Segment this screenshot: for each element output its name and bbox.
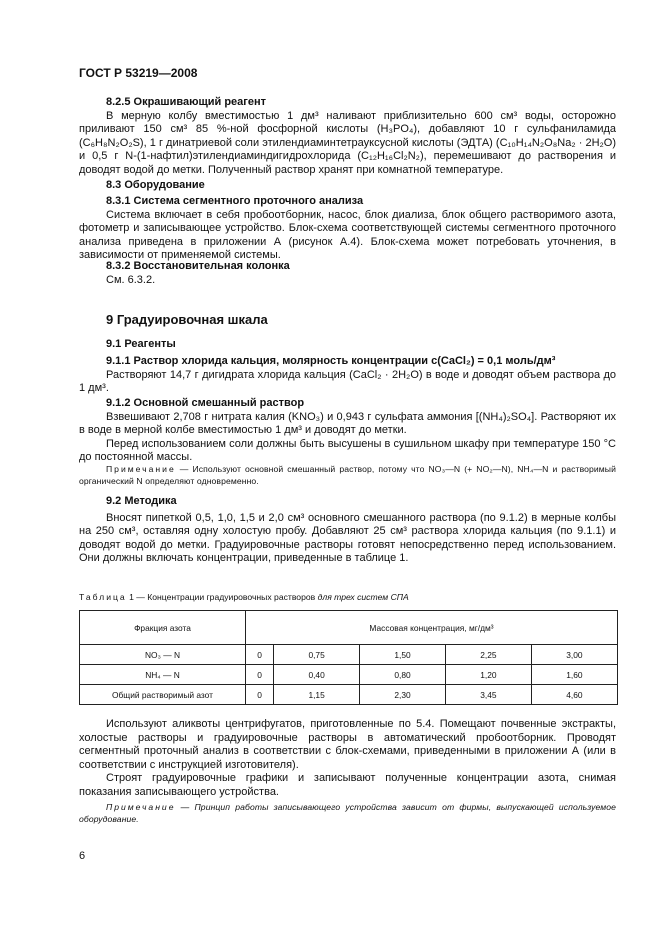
- section-title: 9.1.1 Раствор хлорида кальция, молярность концентрации c(CaCl₂) = 0,1 моль/дм³: [106, 355, 556, 367]
- table-row: NO₃ — N 0 0,75 1,50 2,25 3,00: [80, 645, 618, 665]
- page-number: 6: [79, 850, 86, 862]
- section-title: 9.2 Методика: [106, 495, 177, 507]
- note-2: [79, 801, 616, 825]
- paragraph: Вносят пипеткой 0,5, 1,0, 1,5 и 2,0 см³ основного смешанного раствора (по 9.1.2) в мерные колбы на 250 см³, оставляя одну холостую пробу. Добавляют 25 см³ раствора хлорида кальция (по 9.1.1) и доводят водой до метки. Градуировочные растворы готовят непосредственно перед использованием. Они должны включать концентрации, приведенные в таблице 1.: [79, 511, 616, 564]
- note-label: Примечание: [106, 464, 176, 474]
- header-mass: Массовая концентрация, мг/дм³: [246, 611, 618, 645]
- paragraph: Строят градуировочные графики и записывают полученные концентрации азота, снимая показания записывающего устройства.: [79, 772, 616, 798]
- paragraph: См. 6.3.2.: [106, 273, 156, 286]
- note-text: — Используют основной смешанный раствор, потому что NO₃—N (+ NO₂—N), NH₄—N и растворимый органический N определяют одновременно.: [79, 464, 616, 486]
- concentration-table: [79, 610, 618, 705]
- section-9: [79, 313, 616, 327]
- note-text: — Принцип работы записывающего устройства зависит от фирмы, выпускающей используемое оборудование.: [79, 802, 616, 824]
- paragraph: Система включает в себя пробоотборник, насос, блок диализа, блок общего растворимого азота, фотометр и записывающее устройство. Блок-схема соответствующей системы сегментного проточного анализа приведена в приложении А (рисунок А.4). Блок-схема может потребовать уточнения, в зависимости от применяемой системы.: [79, 208, 616, 261]
- note-label: Примечание: [106, 802, 176, 812]
- document-header: ГОСТ Р 53219—2008: [79, 66, 198, 80]
- section-title: 8.2.5 Окрашивающий реагент: [106, 96, 267, 108]
- section-title: 8.3.2 Восстановительная колонка: [106, 260, 290, 272]
- chapter-title: 9 Градуировочная шкала: [106, 312, 268, 327]
- table-header-row: [80, 611, 618, 645]
- paragraph: Растворяют 14,7 г дигидрата хлорида кальция (CaCl₂ · 2H₂O) в воде и доводят объем раствора до 1 дм³.: [79, 368, 616, 394]
- table-row: NH₄ — N 0 0,40 0,80 1,20 1,60: [80, 665, 618, 685]
- section-9-1-1: [79, 355, 616, 396]
- paragraph: Используют аликвоты центрифугатов, приготовленные по 5.4. Помещают почвенные экстракты, холостые растворы и градуировочные растворы в автоматический пробоотборник. Проводят сегментный проточный анализ в соответствии с блок-схемами, приведенными в приложении А (или в соответствии с инструкцией изготовителя).: [79, 718, 616, 771]
- table-caption: Таблица 1 — Концентрации градуировочных растворов для трех систем СПА: [79, 592, 409, 602]
- section-title: 8.3 Оборудование: [106, 179, 205, 191]
- note-1: [79, 463, 616, 487]
- section-8-3: [79, 179, 616, 193]
- section-9-1-2: [79, 397, 616, 465]
- section-8-3-2: [79, 260, 616, 287]
- after-table-text: [79, 718, 616, 799]
- paragraph: Взвешивают 2,708 г нитрата калия (KNO₃) и 0,943 г сульфата аммония [(NH₄)₂SO₄]. Растворяют их в воде в мерной колбе вместимостью 1 дм³ и доводят до метки.: [79, 410, 616, 436]
- section-title: 9.1 Реагенты: [106, 338, 176, 350]
- section-9-1: [79, 338, 616, 352]
- section-9-2: [79, 495, 616, 566]
- table-row: Общий растворимый азот 0 1,15 2,30 3,45 4,60: [80, 685, 618, 705]
- header-fraction: Фракция азота: [80, 611, 246, 645]
- paragraph: В мерную колбу вместимостью 1 дм³ наливают приблизительно 600 см³ воды, осторожно приливают 150 см³ 85 %-ной фосфорной кислоты (H₃PO₄), добавляют 10 г сульфаниламида (C₆H₈N₂O₂S), 1 г динатриевой соли этилендиаминтетрауксусной кислоты (ЭДТА) (C₁₀H₁₄N₂O₈Na₂ · 2H₂O) и 0,5 г N-(1-нафтил)этилендиаминдигидрохлорида (C₁₂H₁₆Cl₂N₂), перемешивают до растворения и доводят водой до метки. Полученный раствор хранят при комнатной температуре.: [79, 109, 616, 176]
- section-8-3-1: [79, 195, 616, 263]
- paragraph: Перед использованием соли должны быть высушены в сушильном шкафу при температуре 150 °C до постоянной массы.: [79, 437, 616, 463]
- section-title: 9.1.2 Основной смешанный раствор: [106, 397, 305, 409]
- section-8-2-5: [79, 96, 616, 177]
- section-title: 8.3.1 Система сегментного проточного анализа: [106, 195, 364, 207]
